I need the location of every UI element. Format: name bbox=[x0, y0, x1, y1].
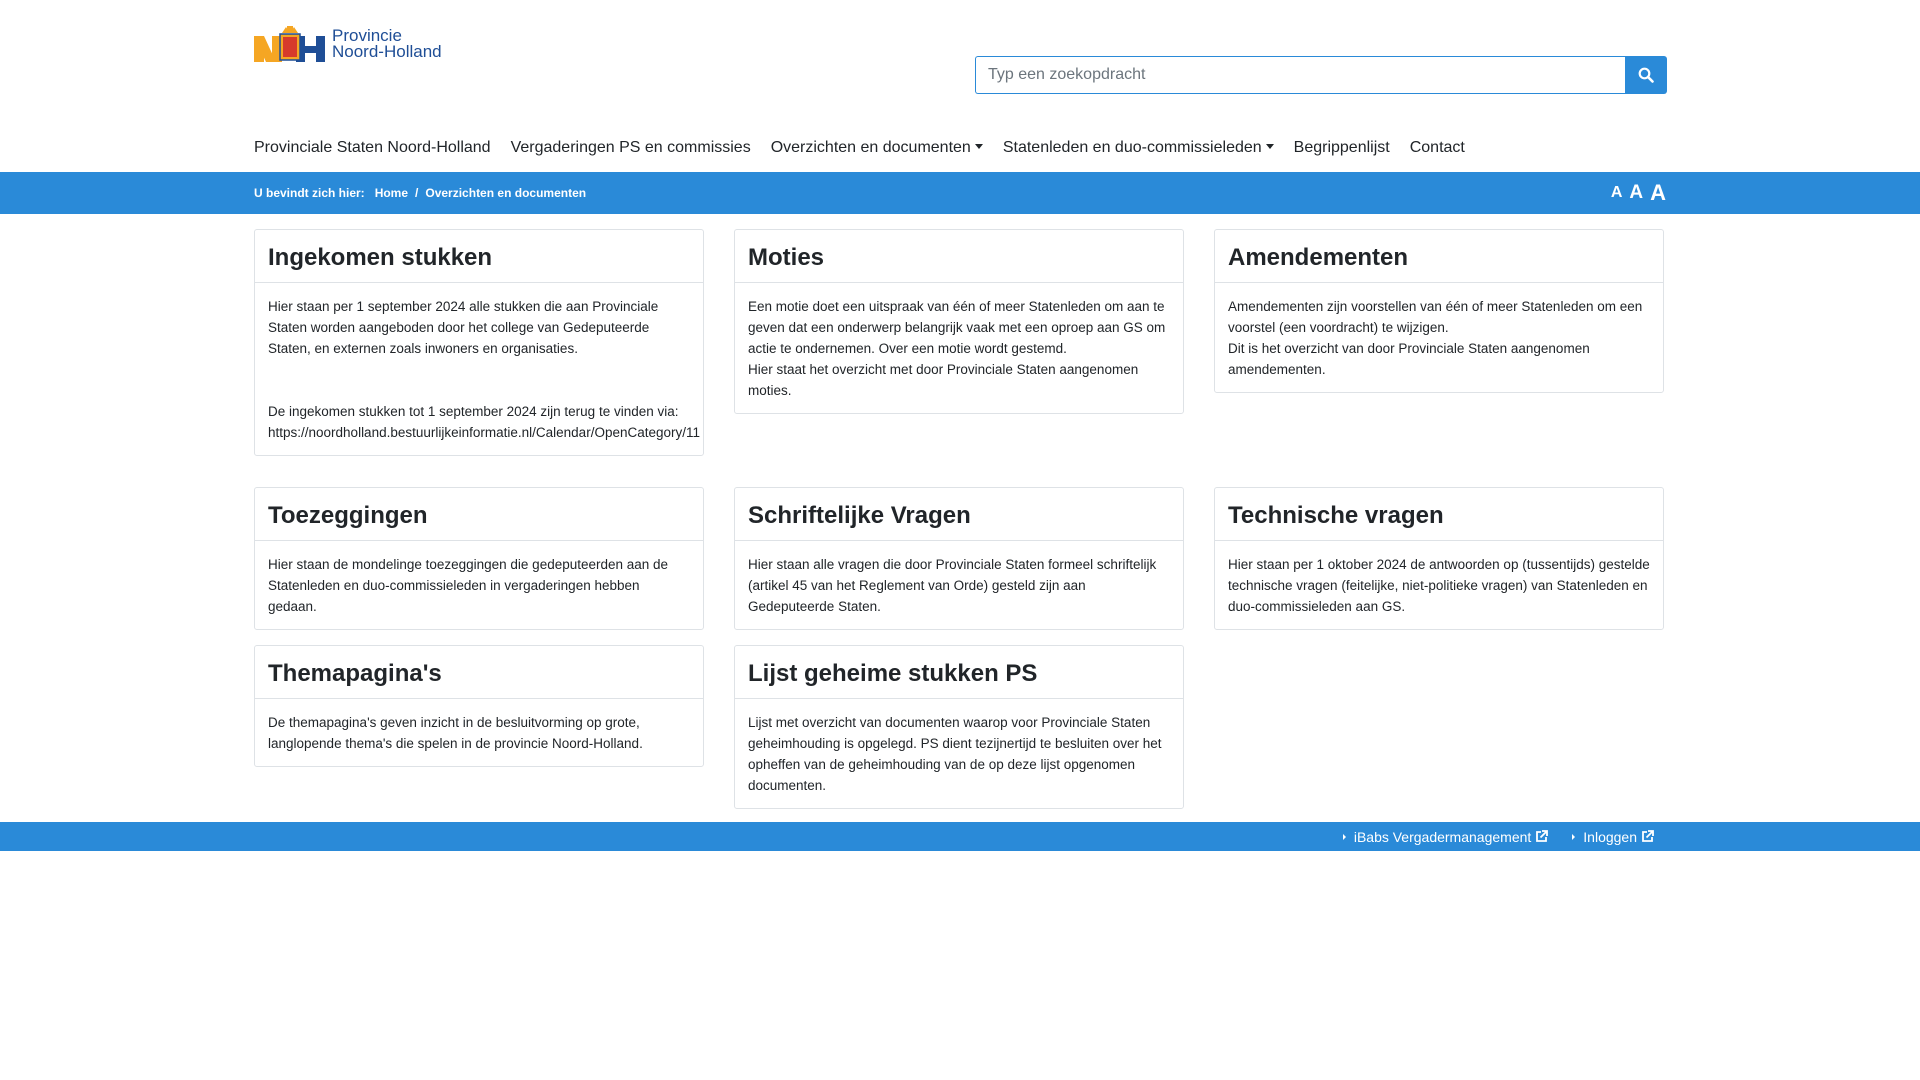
card-body bbox=[1215, 283, 1663, 392]
card-title[interactable]: Ingekomen stukken bbox=[255, 230, 703, 283]
province-logo[interactable] bbox=[254, 24, 442, 64]
external-link-icon bbox=[1641, 830, 1654, 843]
font-size-controls bbox=[1604, 172, 1666, 214]
card-text: De ingekomen stukken tot 1 september 2024 zijn terug te vinden via: bbox=[268, 404, 679, 419]
search-icon bbox=[1638, 67, 1654, 83]
breadcrumb-current: Overzichten en documenten bbox=[425, 186, 587, 200]
footer-bar bbox=[0, 822, 1920, 851]
logo-line-1: Provincie bbox=[332, 26, 402, 45]
card-body bbox=[255, 699, 703, 766]
caret-down-icon bbox=[975, 144, 983, 149]
card-text: Hier staan alle vragen die door Provinciale Staten formeel schriftelijk (artikel 45 van het Reglement van Orde) gesteld zijn aan Gedeputeerde Staten. bbox=[748, 557, 1157, 614]
nav-provinciale-staten[interactable]: Provinciale Staten Noord-Holland bbox=[254, 139, 491, 156]
font-size-small-button[interactable]: A bbox=[1610, 184, 1623, 201]
card-title[interactable]: Technische vragen bbox=[1215, 488, 1663, 541]
card-title[interactable]: Amendementen bbox=[1215, 230, 1663, 283]
overview-cards bbox=[254, 214, 1666, 822]
card-title[interactable]: Lijst geheime stukken PS bbox=[735, 646, 1183, 699]
footer-links bbox=[1319, 822, 1654, 851]
nav-statenleden-dropdown[interactable] bbox=[1003, 139, 1274, 157]
card-text: Een motie doet een uitspraak van één of meer Statenleden om aan te geven dat een onderwerp belangrijk vaak met een oproep aan GS om actie te ondernemen. Over een motie wordt gestemd. bbox=[748, 299, 1166, 356]
card-body bbox=[735, 283, 1183, 413]
main-nav bbox=[254, 139, 1485, 157]
nav-statenleden-label: Statenleden en duo-commissieleden bbox=[1002, 139, 1262, 156]
font-size-large-button[interactable]: A bbox=[1650, 180, 1666, 205]
card-text: Hier staan per 1 oktober 2024 de antwoorden op (tussentijds) gestelde technische vragen (feitelijke, niet-politieke vragen) van Statenleden en duo-commissieleden aan GS. bbox=[1228, 557, 1650, 614]
site-header bbox=[0, 0, 1920, 172]
nav-contact[interactable]: Contact bbox=[1409, 139, 1465, 156]
logo-text bbox=[332, 28, 442, 60]
search-form bbox=[975, 56, 1667, 94]
card-text: De themapagina's geven inzicht in de besluitvorming op grote, langlopende thema's die spelen in de provincie Noord-Holland. bbox=[268, 715, 643, 751]
font-size-medium-button[interactable]: A bbox=[1629, 182, 1644, 203]
card-toezeggingen bbox=[254, 487, 704, 630]
breadcrumb-bar bbox=[0, 172, 1920, 214]
card-amendementen bbox=[1214, 229, 1664, 393]
search-button[interactable] bbox=[1625, 56, 1667, 94]
card-text: Hier staan per 1 september 2024 alle stukken die aan Provinciale Staten worden aangeboden door het college van Gedeputeerde Staten, en externen zoals inwoners en organisaties. bbox=[268, 299, 659, 356]
footer-link-label: iBabs Vergadermanagement bbox=[1353, 828, 1532, 845]
card-text: Lijst met overzicht van documenten waarop voor Provinciale Staten geheimhouding is opgelegd. PS dient tezijnertijd te besluiten over het opheffen van de geheimhouding van de op deze lijst opgenomen documenten. bbox=[748, 715, 1162, 793]
card-technische-vragen bbox=[1214, 487, 1664, 630]
footer-link-label: Inloggen bbox=[1583, 828, 1637, 845]
card-ingekomen-stukken bbox=[254, 229, 704, 456]
card-text: Hier staat het overzicht met door Provinciale Staten aangenomen moties. bbox=[748, 362, 1139, 398]
card-text: Dit is het overzicht van door Provinciale Staten aangenomen amendementen. bbox=[1228, 341, 1590, 377]
card-title[interactable]: Schriftelijke Vragen bbox=[735, 488, 1183, 541]
card-text: Hier staan de mondelinge toezeggingen die gedeputeerden aan de Statenleden en duo-commissieleden in vergaderingen hebben gedaan. bbox=[268, 557, 669, 614]
card-url-text: https://noordholland.bestuurlijkeinformatie.nl/Calendar/OpenCategory/11 bbox=[268, 425, 701, 440]
search-input[interactable] bbox=[975, 56, 1625, 94]
card-body bbox=[1215, 541, 1663, 629]
card-body bbox=[255, 541, 703, 629]
card-lijst-geheime-stukken bbox=[734, 645, 1184, 809]
external-link-icon bbox=[1535, 830, 1548, 843]
breadcrumb-prefix: U bevindt zich hier: bbox=[254, 186, 365, 200]
noord-holland-logo-icon bbox=[254, 24, 326, 64]
card-text: Amendementen zijn voorstellen van één of meer Statenleden om een voorstel (een voordracht) te wijzigen. bbox=[1228, 299, 1643, 335]
nav-vergaderingen[interactable]: Vergaderingen PS en commissies bbox=[510, 139, 751, 156]
card-title[interactable]: Moties bbox=[735, 230, 1183, 283]
nav-overzichten-label: Overzichten en documenten bbox=[770, 139, 971, 156]
card-title[interactable]: Themapagina's bbox=[255, 646, 703, 699]
nav-begrippenlijst[interactable]: Begrippenlijst bbox=[1293, 139, 1390, 156]
breadcrumb-separator: / bbox=[415, 186, 419, 200]
card-schriftelijke-vragen bbox=[734, 487, 1184, 630]
footer-link-ibabs[interactable] bbox=[1343, 829, 1548, 845]
card-themapaginas bbox=[254, 645, 704, 767]
bullet-arrow-icon bbox=[1572, 834, 1575, 840]
card-body bbox=[255, 283, 703, 455]
breadcrumb bbox=[254, 172, 1666, 214]
footer-link-inloggen[interactable] bbox=[1572, 829, 1654, 845]
nav-overzichten-dropdown[interactable] bbox=[771, 139, 983, 157]
logo-line-2: Noord-Holland bbox=[332, 42, 442, 61]
card-title[interactable]: Toezeggingen bbox=[255, 488, 703, 541]
card-body bbox=[735, 541, 1183, 629]
bullet-arrow-icon bbox=[1343, 834, 1346, 840]
card-body bbox=[735, 699, 1183, 808]
caret-down-icon bbox=[1266, 144, 1274, 149]
breadcrumb-home-link[interactable]: Home bbox=[374, 186, 409, 200]
card-moties bbox=[734, 229, 1184, 414]
